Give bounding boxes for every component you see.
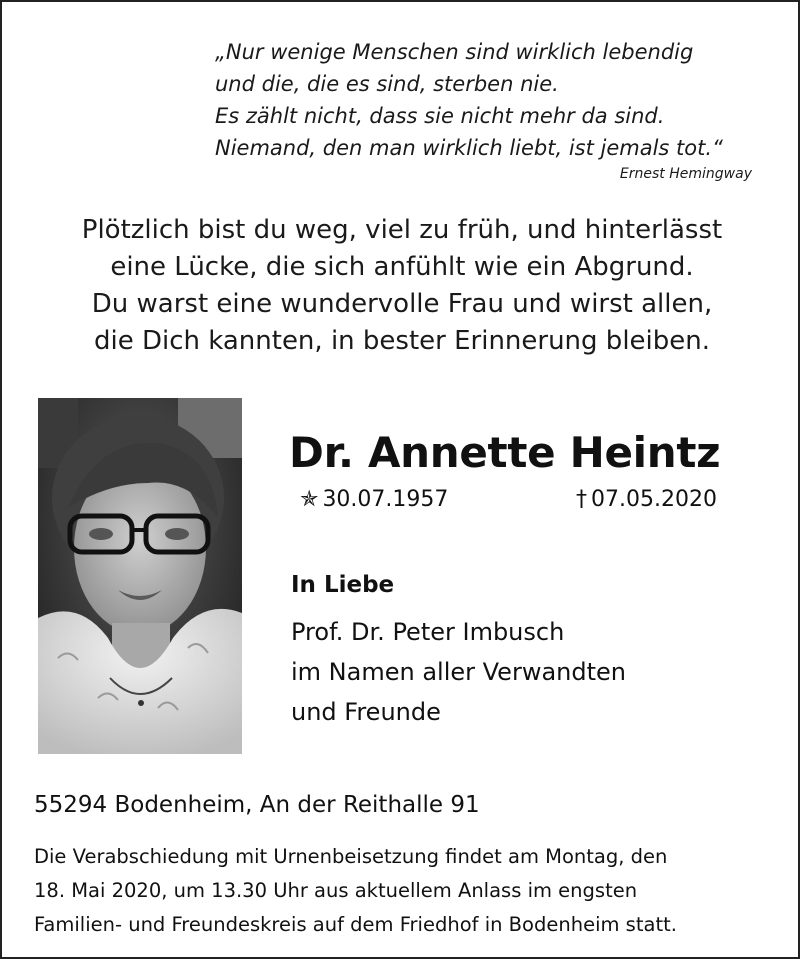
mourner-line: im Namen aller Verwandten	[291, 658, 626, 686]
quote-author: Ernest Hemingway	[619, 166, 752, 182]
quote-line: „Nur wenige Menschen sind wirklich lebendig	[215, 40, 694, 64]
intro-line: Plötzlich bist du weg, viel zu früh, und hinterlässt	[81, 215, 723, 245]
star-icon: ✯	[300, 486, 319, 512]
hemingway-quote	[215, 36, 775, 164]
mourner-line: Prof. Dr. Peter Imbusch	[291, 618, 565, 646]
mourners-list	[291, 612, 626, 732]
address: 55294 Bodenheim, An der Reithalle 91	[34, 792, 480, 818]
quote-line: Es zählt nicht, dass sie nicht mehr da sind.	[215, 104, 665, 128]
portrait-photo	[38, 398, 242, 754]
cross-icon: †	[576, 486, 587, 512]
intro-line: die Dich kannten, in bester Erinnerung bleiben.	[93, 326, 710, 356]
mourners-heading: In Liebe	[291, 572, 395, 598]
mourner-line: und Freunde	[291, 698, 441, 726]
notice-line: Die Verabschiedung mit Urnenbeisetzung findet am Montag, den	[34, 845, 668, 868]
birth-date-row	[300, 487, 448, 512]
intro-line: Du warst eine wundervolle Frau und wirst allen,	[91, 289, 713, 319]
death-date: 07.05.2020	[591, 487, 717, 512]
notice-line: Familien- und Freundeskreis auf dem Friedhof in Bodenheim statt.	[34, 913, 677, 936]
funeral-notice	[34, 840, 784, 942]
deceased-name: Dr. Annette Heintz	[289, 428, 721, 477]
birth-date: 30.07.1957	[322, 487, 449, 512]
quote-line: Niemand, den man wirklich liebt, ist jemals tot.“	[215, 136, 723, 160]
quote-line: und die, die es sind, sterben nie.	[215, 72, 559, 96]
notice-line: 18. Mai 2020, um 13.30 Uhr aus aktuellem Anlass im engsten	[34, 879, 638, 902]
intro-line: eine Lücke, die sich anfühlt wie ein Abgrund.	[110, 252, 694, 282]
death-date-row	[576, 487, 717, 512]
intro-text	[2, 212, 800, 360]
